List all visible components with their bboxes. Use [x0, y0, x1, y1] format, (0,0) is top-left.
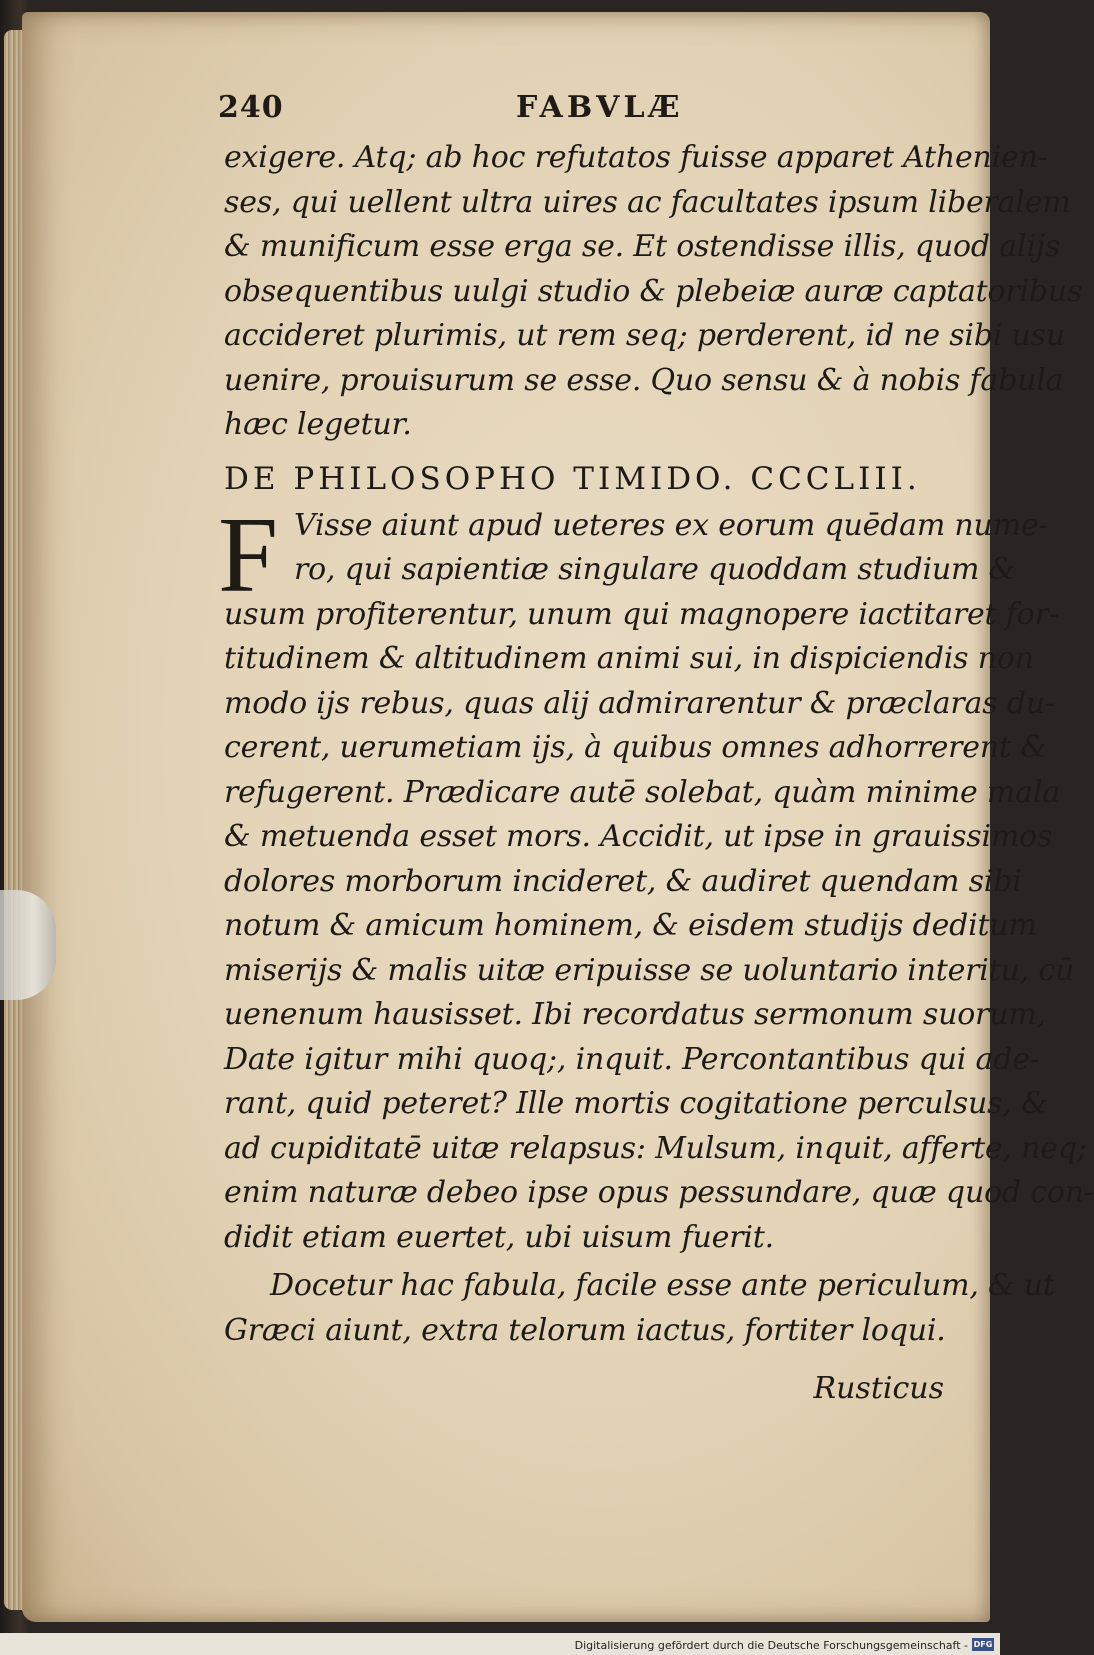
text-line: obsequentibus uulgi studio & plebeiæ auræ captatoribus: [224, 273, 1083, 309]
page-text: [218, 90, 1094, 1411]
moral-paragraph: [224, 1264, 1055, 1353]
page-clip: [0, 890, 56, 1000]
drop-cap-initial: F: [218, 495, 279, 615]
catchword: Rusticus: [813, 1371, 944, 1406]
text-line: ses, qui uellent ultra uires ac facultates ipsum liberalem: [224, 184, 1071, 220]
text-line: enim naturæ debeo ipse opus pessundare, quæ quod con-: [224, 1175, 1094, 1210]
text-line: Date igitur mihi quoq;, inquit. Percontantibus qui ade-: [224, 1041, 1040, 1077]
fable-title: DE PHILOSOPHO TIMIDO. CCCLIII.: [224, 460, 921, 497]
text-line: Græci aiunt, extra telorum iactus, fortiter loqui.: [224, 1312, 946, 1348]
text-line: cerent, uerumetiam ijs, à quibus omnes adhorrerent &: [224, 730, 1047, 765]
text-line: titudinem & altitudinem animi sui, in dispiciendis non: [224, 641, 1034, 676]
text-line: dolores morborum incideret, & audiret quendam sibi: [224, 863, 1022, 899]
dfg-logo-icon: DFG: [973, 1640, 993, 1649]
text-line: refugerent. Prædicare autē solebat, quàm minime mala: [224, 774, 1060, 810]
text-line: ro, qui sapientiæ singulare quoddam studium &: [294, 552, 1016, 587]
text-line: uenire, prouisurum se esse. Quo sensu & à nobis fabula: [224, 362, 1064, 398]
text-line: Visse aiunt apud ueteres ex eorum quēdam nume-: [294, 507, 1049, 543]
text-line: ad cupiditatē uitæ relapsus: Mulsum, inquit, afferte, neq;: [224, 1130, 1087, 1166]
text-line: & metuenda esset mors. Accidit, ut ipse in grauissimos: [224, 819, 1053, 854]
page-number: 240: [218, 90, 284, 125]
text-line: accideret plurimis, ut rem seq; perderent, id ne sibi usu: [224, 318, 1065, 353]
continuation-paragraph: [224, 136, 1083, 448]
text-line: notum & amicum hominem, & eisdem studijs deditum: [224, 908, 1037, 943]
text-line: rant, quid peteret? Ille mortis cogitatione perculsus, &: [224, 1086, 1048, 1121]
digitization-footer: [0, 1633, 1000, 1655]
text-line: miserijs & malis uitæ eripuisse se uoluntario interitu, cū: [224, 952, 1075, 988]
page-header: [218, 90, 984, 136]
text-line: usum profiterentur, unum qui magnopere iactitaret for-: [224, 596, 1059, 632]
text-line: & munificum esse erga se. Et ostendisse illis, quod alijs: [224, 229, 1061, 264]
text-line: didit etiam euertet, ubi uisum fuerit.: [224, 1219, 774, 1255]
text-line: Docetur hac fabula, facile esse ante periculum, & ut: [270, 1268, 1055, 1303]
text-line: modo ijs rebus, quas alij admirarentur & præclaras du-: [224, 685, 1055, 721]
running-head: FABVLÆ: [516, 90, 684, 125]
funding-credit: Digitalisierung gefördert durch die Deutsche Forschungsgemeinschaft -: [574, 1639, 968, 1652]
fable-body: [218, 495, 1094, 1261]
text-line: exigere. Atq; ab hoc refutatos fuisse apparet Athenien-: [224, 140, 1048, 175]
text-line: hæc legetur.: [224, 407, 412, 442]
text-line: uenenum hausisset. Ibi recordatus sermonum suorum,: [224, 997, 1046, 1032]
